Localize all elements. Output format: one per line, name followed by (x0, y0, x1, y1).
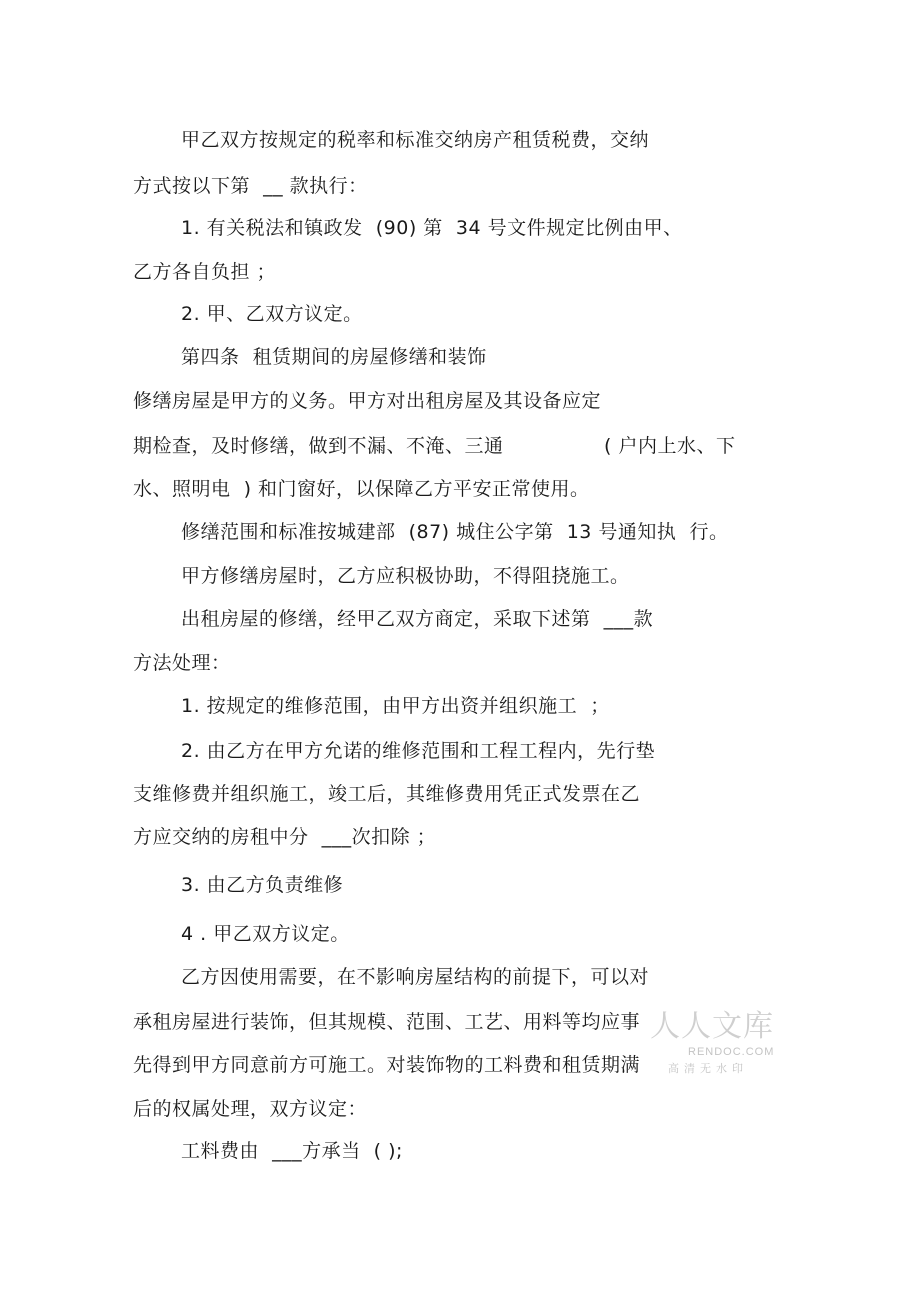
paragraph-line: 方式按以下第 __ 款执行： (133, 175, 368, 197)
paragraph-line: 甲乙双方按规定的税率和标准交纳房产租赁税费，交纳 (181, 129, 650, 151)
paragraph-line: 方法处理： (133, 652, 231, 674)
list-item-line: 2. 甲、乙双方议定。 (181, 303, 363, 325)
list-item-line: 4 . 甲乙双方议定。 (181, 923, 350, 945)
watermark-domain: RENDOC.COM (688, 1046, 775, 1058)
paragraph-line: 修缮范围和标准按城建部 (87) 城住公字第 13 号通知执 行。 (181, 521, 729, 543)
paragraph-line: 乙方各自负担 ； (133, 261, 277, 283)
paragraph-line: ( 户内上水、下 (604, 435, 736, 457)
list-item-line: 2. 由乙方在甲方允诺的维修范围和工程工程内，先行垫 (181, 740, 656, 762)
paragraph-line: 甲方修缮房屋时，乙方应积极协助，不得阻挠施工。 (181, 565, 630, 587)
paragraph-line: 工料费由 ___方承当 ( ); (181, 1140, 403, 1162)
paragraph-line: 乙方因使用需要，在不影响房屋结构的前提下，可以对 (181, 966, 650, 988)
paragraph-line: 方应交纳的房租中分 ___次扣除 ； (133, 826, 437, 848)
list-item-line: 1. 按规定的维修范围，由甲方出资并组织施工 ； (181, 695, 610, 717)
paragraph-line: 后的权属处理，双方议定： (133, 1098, 368, 1120)
watermark-slogan: 高清无水印 (668, 1062, 748, 1075)
paragraph-line: 先得到甲方同意前方可施工。对装饰物的工料费和租赁期满 (133, 1054, 641, 1076)
paragraph-line: 出租房屋的修缮，经甲乙双方商定，采取下述第 ___款 (181, 608, 654, 630)
watermark-title: 人人文库 (650, 1009, 774, 1044)
list-item-line: 1. 有关税法和镇政发 (90) 第 34 号文件规定比例由甲、 (181, 217, 683, 239)
paragraph-line: 承租房屋进行装饰，但其规模、范围、工艺、用料等均应事 (133, 1011, 641, 1033)
paragraph-line: 修缮房屋是甲方的义务。甲方对出租房屋及其设备应定 (133, 390, 602, 412)
watermark-logo (640, 1010, 780, 1080)
paragraph-line: 水、照明电 ) 和门窗好，以保障乙方平安正常使用。 (133, 478, 590, 500)
list-item-line: 3. 由乙方负责维修 (181, 874, 344, 896)
paragraph-line: 支维修费并组织施工，竣工后，其维修费用凭正式发票在乙 (133, 783, 641, 805)
paragraph-line: 期检查，及时修缮，做到不漏、不淹、三通 (133, 435, 504, 457)
section-heading: 第四条 租赁期间的房屋修缮和装饰 (181, 346, 487, 368)
